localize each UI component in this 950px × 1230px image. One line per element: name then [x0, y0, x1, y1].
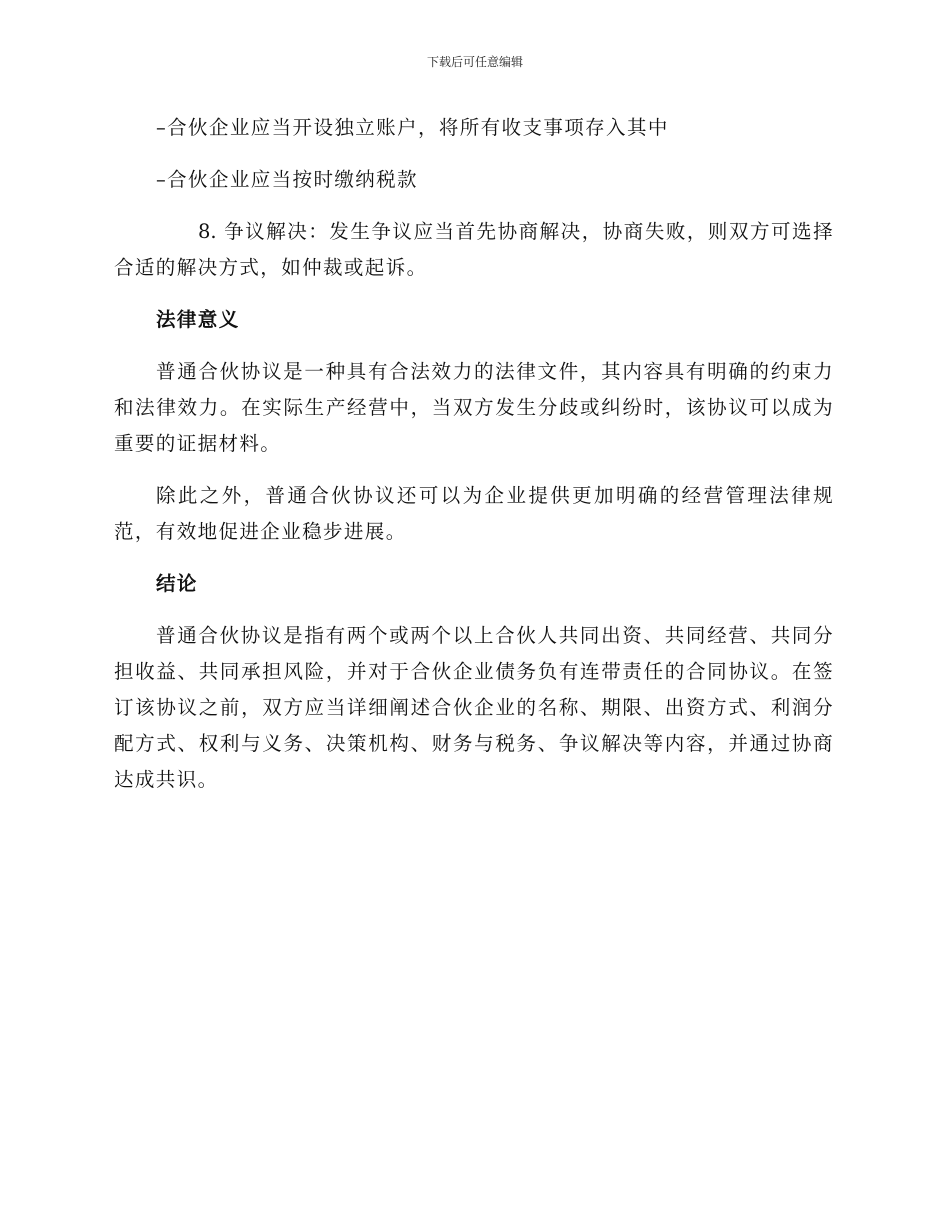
- document-body: [114, 110, 834, 814]
- page-header: 下载后可任意编辑: [426, 55, 523, 69]
- conclusion-paragraph: 普通合伙协议是指有两个或两个以上合伙人共同出资、共同经营、共同分担收益、共同承担风险，并对于合伙企业债务负有连带责任的合同协议。在签订该协议之前，双方应当详细阐述合伙企业的名称、期限、出资方式、利润分配方式、权利与义务、决策机构、财务与税务、争议解决等内容，并通过协商达成共识。: [114, 624, 834, 791]
- legal-paragraph-1: 普通合伙协议是一种具有合法效力的法律文件，其内容具有明确的约束力和法律效力。在实际生产经营中，当双方发生分歧或纠纷时，该协议可以成为重要的证据材料。: [114, 360, 834, 455]
- clause-text: 争议解决：发生争议应当首先协商解决，协商失败，则双方可选择合适的解决方式，如仲裁或起诉。: [114, 220, 834, 279]
- bullet-independent-account: –合伙企业应当开设独立账户，将所有收支事项存入其中: [156, 116, 669, 139]
- clause-number: 8.: [198, 220, 217, 243]
- clause-8-dispute-resolution: [114, 214, 834, 286]
- heading-conclusion: 结论: [156, 572, 198, 595]
- heading-legal-significance: 法律意义: [156, 308, 240, 331]
- legal-paragraph-2: 除此之外，普通合伙协议还可以为企业提供更加明确的经营管理法律规范，有效地促进企业稳步进展。: [114, 484, 834, 543]
- bullet-pay-taxes: –合伙企业应当按时缴纳税款: [156, 168, 418, 191]
